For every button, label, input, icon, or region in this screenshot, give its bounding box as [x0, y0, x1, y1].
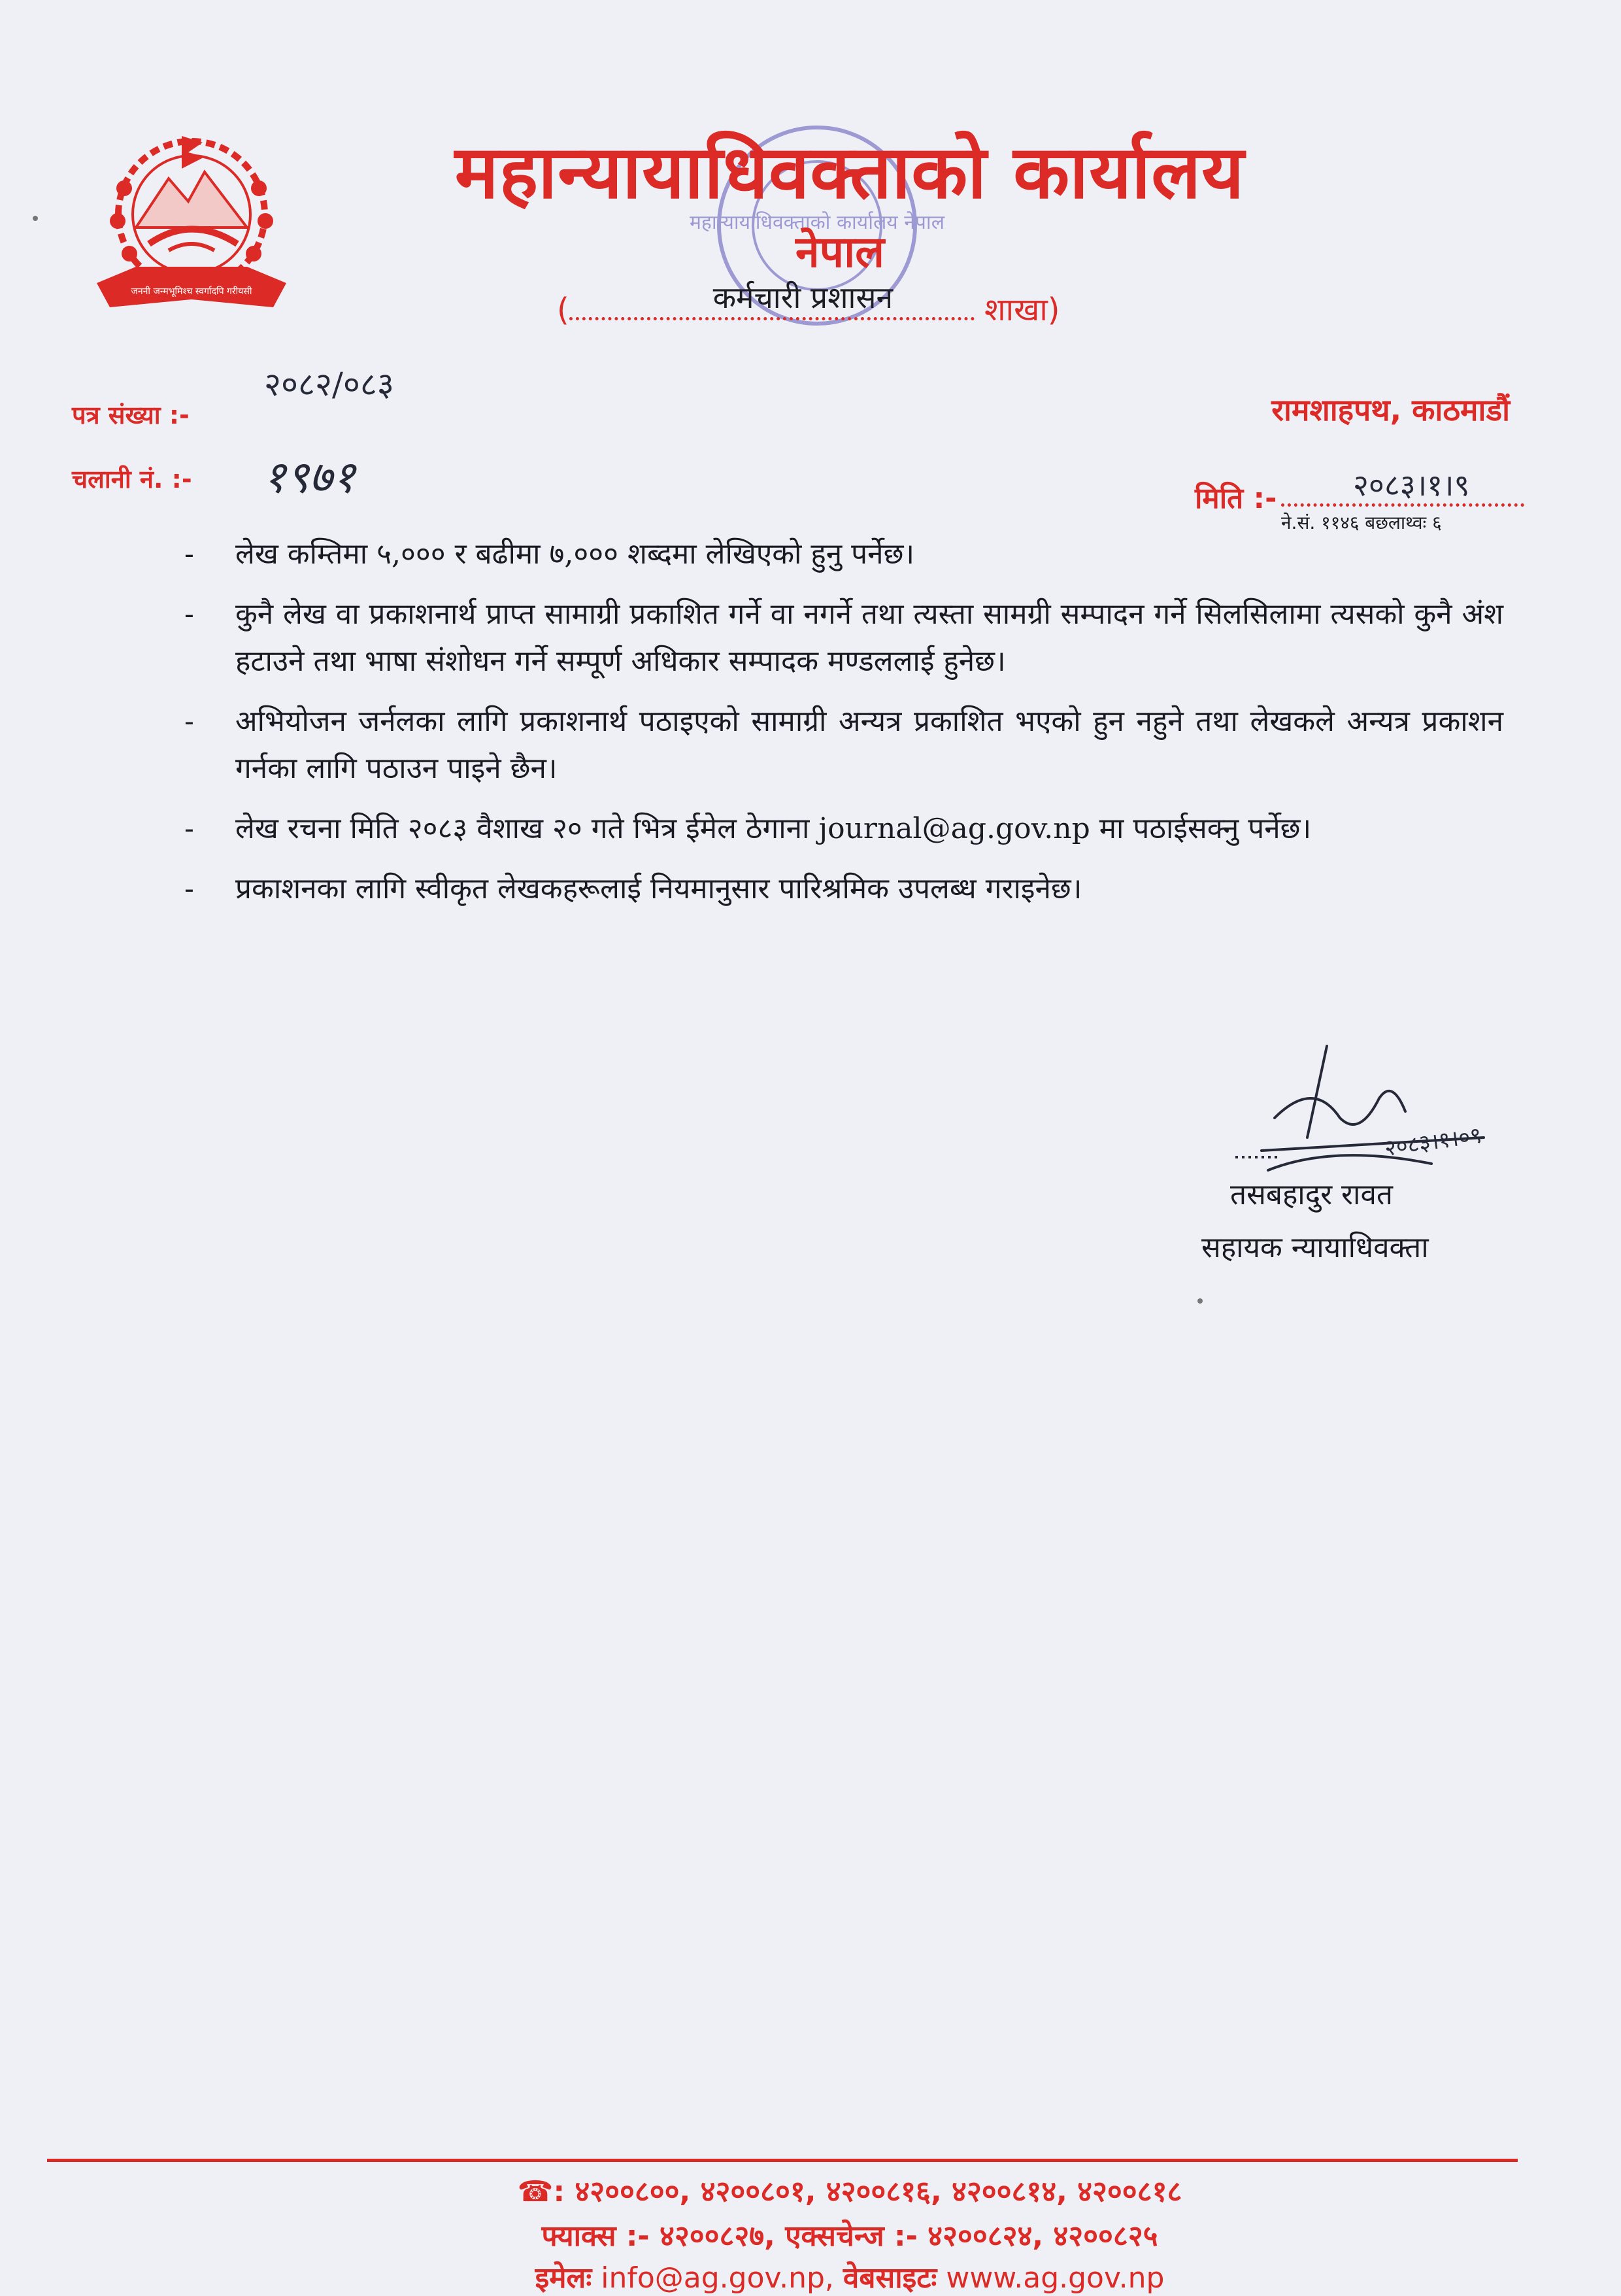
email-link[interactable]: info@ag.gov.np, — [601, 2261, 834, 2295]
office-title: महान्यायाधिवक्ताको कार्यालय — [454, 130, 1245, 215]
branch-suffix: शाखा) — [984, 292, 1060, 328]
office-address: रामशाहपथ, काठमाडौं — [1271, 392, 1510, 428]
body-item-2: - कुनै लेख वा प्रकाशनार्थ प्राप्त सामाग्री प्रकाशित गर्ने वा नगर्ने तथा त्यस्ता सामग्री सम्पादन गर्ने सिलसिलामा त्यसको कुनै अंश हटाउने तथा भाषा संशोधन गर्ने सम्पूर्ण अधिकार सम्पादक मण्डललाई हुनेछ। — [235, 591, 1503, 685]
branch-line — [557, 280, 1060, 330]
signature-handwritten-date: २०८३।१।०९ — [1382, 1122, 1484, 1162]
body-item-5: - प्रकाशनका लागि स्वीकृत लेखकहरूलाई नियमानुसार पारिश्रमिक उपलब्ध गराइनेछ। — [235, 866, 1503, 913]
body-item-1: - लेख कम्तिमा ५,००० र बढीमा ७,००० शब्दमा लेखिएको हुनु पर्नेछ। — [235, 531, 1503, 578]
body-item-3: - अभियोजन जर्नलका लागि प्रकाशनार्थ पठाइएको सामाग्री अन्यत्र प्रकाशित भएको हुन नहुने तथा लेखकले अन्यत्र प्रकाशन गर्नका लागि पठाउन पाइने छैन। — [235, 698, 1503, 792]
nepal-sambat-date: ने.सं. ११४६ बछलाथ्वः ६ — [1281, 512, 1442, 533]
footer-phone-numbers: ☎: ४२००८००, ४२००८०१, ४२००८१६, ४२००८१४, ४२००८१८ — [517, 2175, 1182, 2208]
footer-contact — [0, 2257, 1621, 2296]
date-label: मिति :- — [1195, 482, 1277, 515]
emblem-motto: जननी जन्मभूमिश्च स्वर्गादपि गरीयसी — [131, 286, 252, 297]
date-dotted-line — [1281, 503, 1524, 507]
email-label: इमेलः — [535, 2261, 592, 2295]
paper-speck — [33, 216, 38, 221]
footer-rule — [47, 2159, 1518, 2162]
paper-speck — [1197, 1298, 1203, 1304]
letter-number-label: पत्र संख्या :- — [72, 401, 190, 430]
branch-name: कर्मचारी प्रशासन — [712, 280, 894, 315]
body-item-4: - लेख रचना मिति २०८३ वैशाख २० गते भित्र ईमेल ठेगाना journal@ag.gov.np मा पठाईसक्नु पर्नेछ। — [235, 805, 1503, 853]
dispatch-number-label: चलानी नं. :- — [72, 465, 192, 494]
letter-body-list — [235, 531, 1503, 926]
website-link[interactable]: www.ag.gov.np — [946, 2261, 1165, 2295]
signer-name: तसबहादुर रावत — [1230, 1178, 1393, 1211]
letter-number-value: २०८२/०८३ — [264, 365, 394, 403]
footer-fax-exchange: फ्याक्स :- ४२००८२७, एक्सचेन्ज :- ४२००८२४, ४२००८२५ — [541, 2220, 1158, 2253]
signer-title: सहायक न्यायाधिवक्ता — [1201, 1231, 1429, 1264]
country-name: नेपाल — [795, 227, 884, 277]
branch-dotted-line — [569, 280, 975, 320]
dispatch-number-value: १९७१ — [263, 452, 356, 503]
handwritten-signature — [1235, 1039, 1497, 1196]
stamp-text: महान्यायाधिवक्ताको कार्यालय नेपाल — [689, 211, 945, 234]
branch-open-paren: ( — [557, 292, 569, 328]
date-value: २०८३।१।९ — [1353, 467, 1470, 503]
website-label: वेबसाइटः — [843, 2261, 937, 2295]
